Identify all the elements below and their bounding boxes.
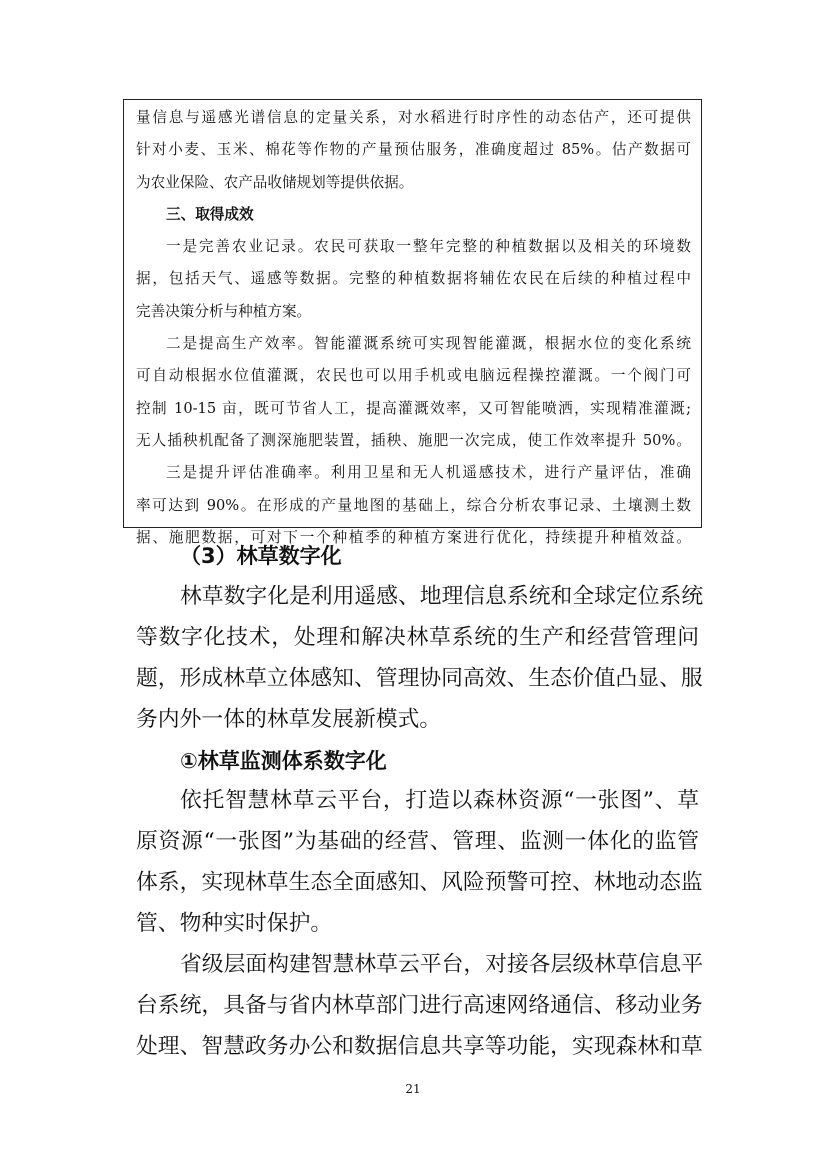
body-line: 省级层面构建智慧林草云平台，对接各层级林草信息平 — [180, 952, 704, 978]
box-line: 三是提升评估准确率。利用卫星和无人机遥感技术，进行产量评估，准确 — [166, 464, 691, 482]
box-line: 针对小麦、玉米、棉花等作物的产量预估服务，准确度超过 85%。估产数据可 — [136, 141, 691, 159]
page-number: 21 — [405, 1082, 421, 1096]
body-line: 务内外一体的林草发展新模式。 — [136, 706, 442, 732]
body-line: 原资源“一张图”为基础的经营、管理、监测一体化的监管 — [136, 829, 699, 855]
subsection-heading: ①林草监测体系数字化 — [180, 748, 387, 773]
box-line: 无人插秧机配备了测深施肥装置，插秧、施肥一次完成，使工作效率提升 50%。 — [136, 431, 691, 449]
box-line: 可自动根据水位值灌溉，农民也可以用手机或电脑远程操控灌溉。一个阀门可 — [136, 367, 691, 385]
main-body-text — [136, 536, 704, 1068]
body-line: 依托智慧林草云平台，打造以森林资源“一张图”、草 — [180, 788, 699, 814]
body-line: 处理、智慧政务办公和数据信息共享等功能，实现森林和草 — [136, 1033, 703, 1059]
body-line: 等数字化技术，处理和解决林草系统的生产和经营管理问 — [136, 624, 699, 650]
body-line: 体系，实现林草生态全面感知、风险预警可控、林地动态监 — [136, 870, 703, 896]
box-line: 率可达到 90%。在形成的产量地图的基础上，综合分析农事记录、土壤测土数 — [136, 496, 691, 514]
box-line: 控制 10-15 亩，既可节省人工，提高灌溉效率，又可智能喷洒，实现精准灌溉; — [136, 399, 691, 417]
body-line: 管、物种实时保护。 — [136, 911, 333, 937]
body-line: 林草数字化是利用遥感、地理信息系统和全球定位系统 — [180, 583, 704, 609]
section-heading: （3）林草数字化 — [180, 544, 342, 568]
body-line: 题，形成林草立体感知、管理协同高效、生态价值凸显、服 — [136, 665, 703, 691]
box-section-heading: 三、取得成效 — [166, 205, 254, 223]
box-line: 一是完善农业记录。农民可获取一整年完整的种植数据以及相关的环境数 — [166, 238, 691, 256]
body-line: 台系统，具备与省内林草部门进行高速网络通信、移动业务 — [136, 992, 703, 1018]
box-line: 为农业保险、农产品收储规划等提供依据。 — [136, 173, 414, 191]
box-line: 据、施肥数据，可对下一个种植季的种植方案进行优化，持续提升种植效益。 — [136, 528, 691, 546]
box-line: 完善决策分析与种植方案。 — [136, 302, 312, 320]
box-line: 据，包括天气、遥感等数据。完整的种植数据将辅佐农民在后续的种植过程中 — [136, 270, 691, 288]
case-text-box — [123, 99, 702, 546]
box-line: 二是提高生产效率。智能灌溉系统可实现智能灌溉，根据水位的变化系统 — [166, 335, 691, 353]
box-line: 量信息与遥感光谱信息的定量关系，对水稻进行时序性的动态估产，还可提供 — [136, 109, 691, 126]
